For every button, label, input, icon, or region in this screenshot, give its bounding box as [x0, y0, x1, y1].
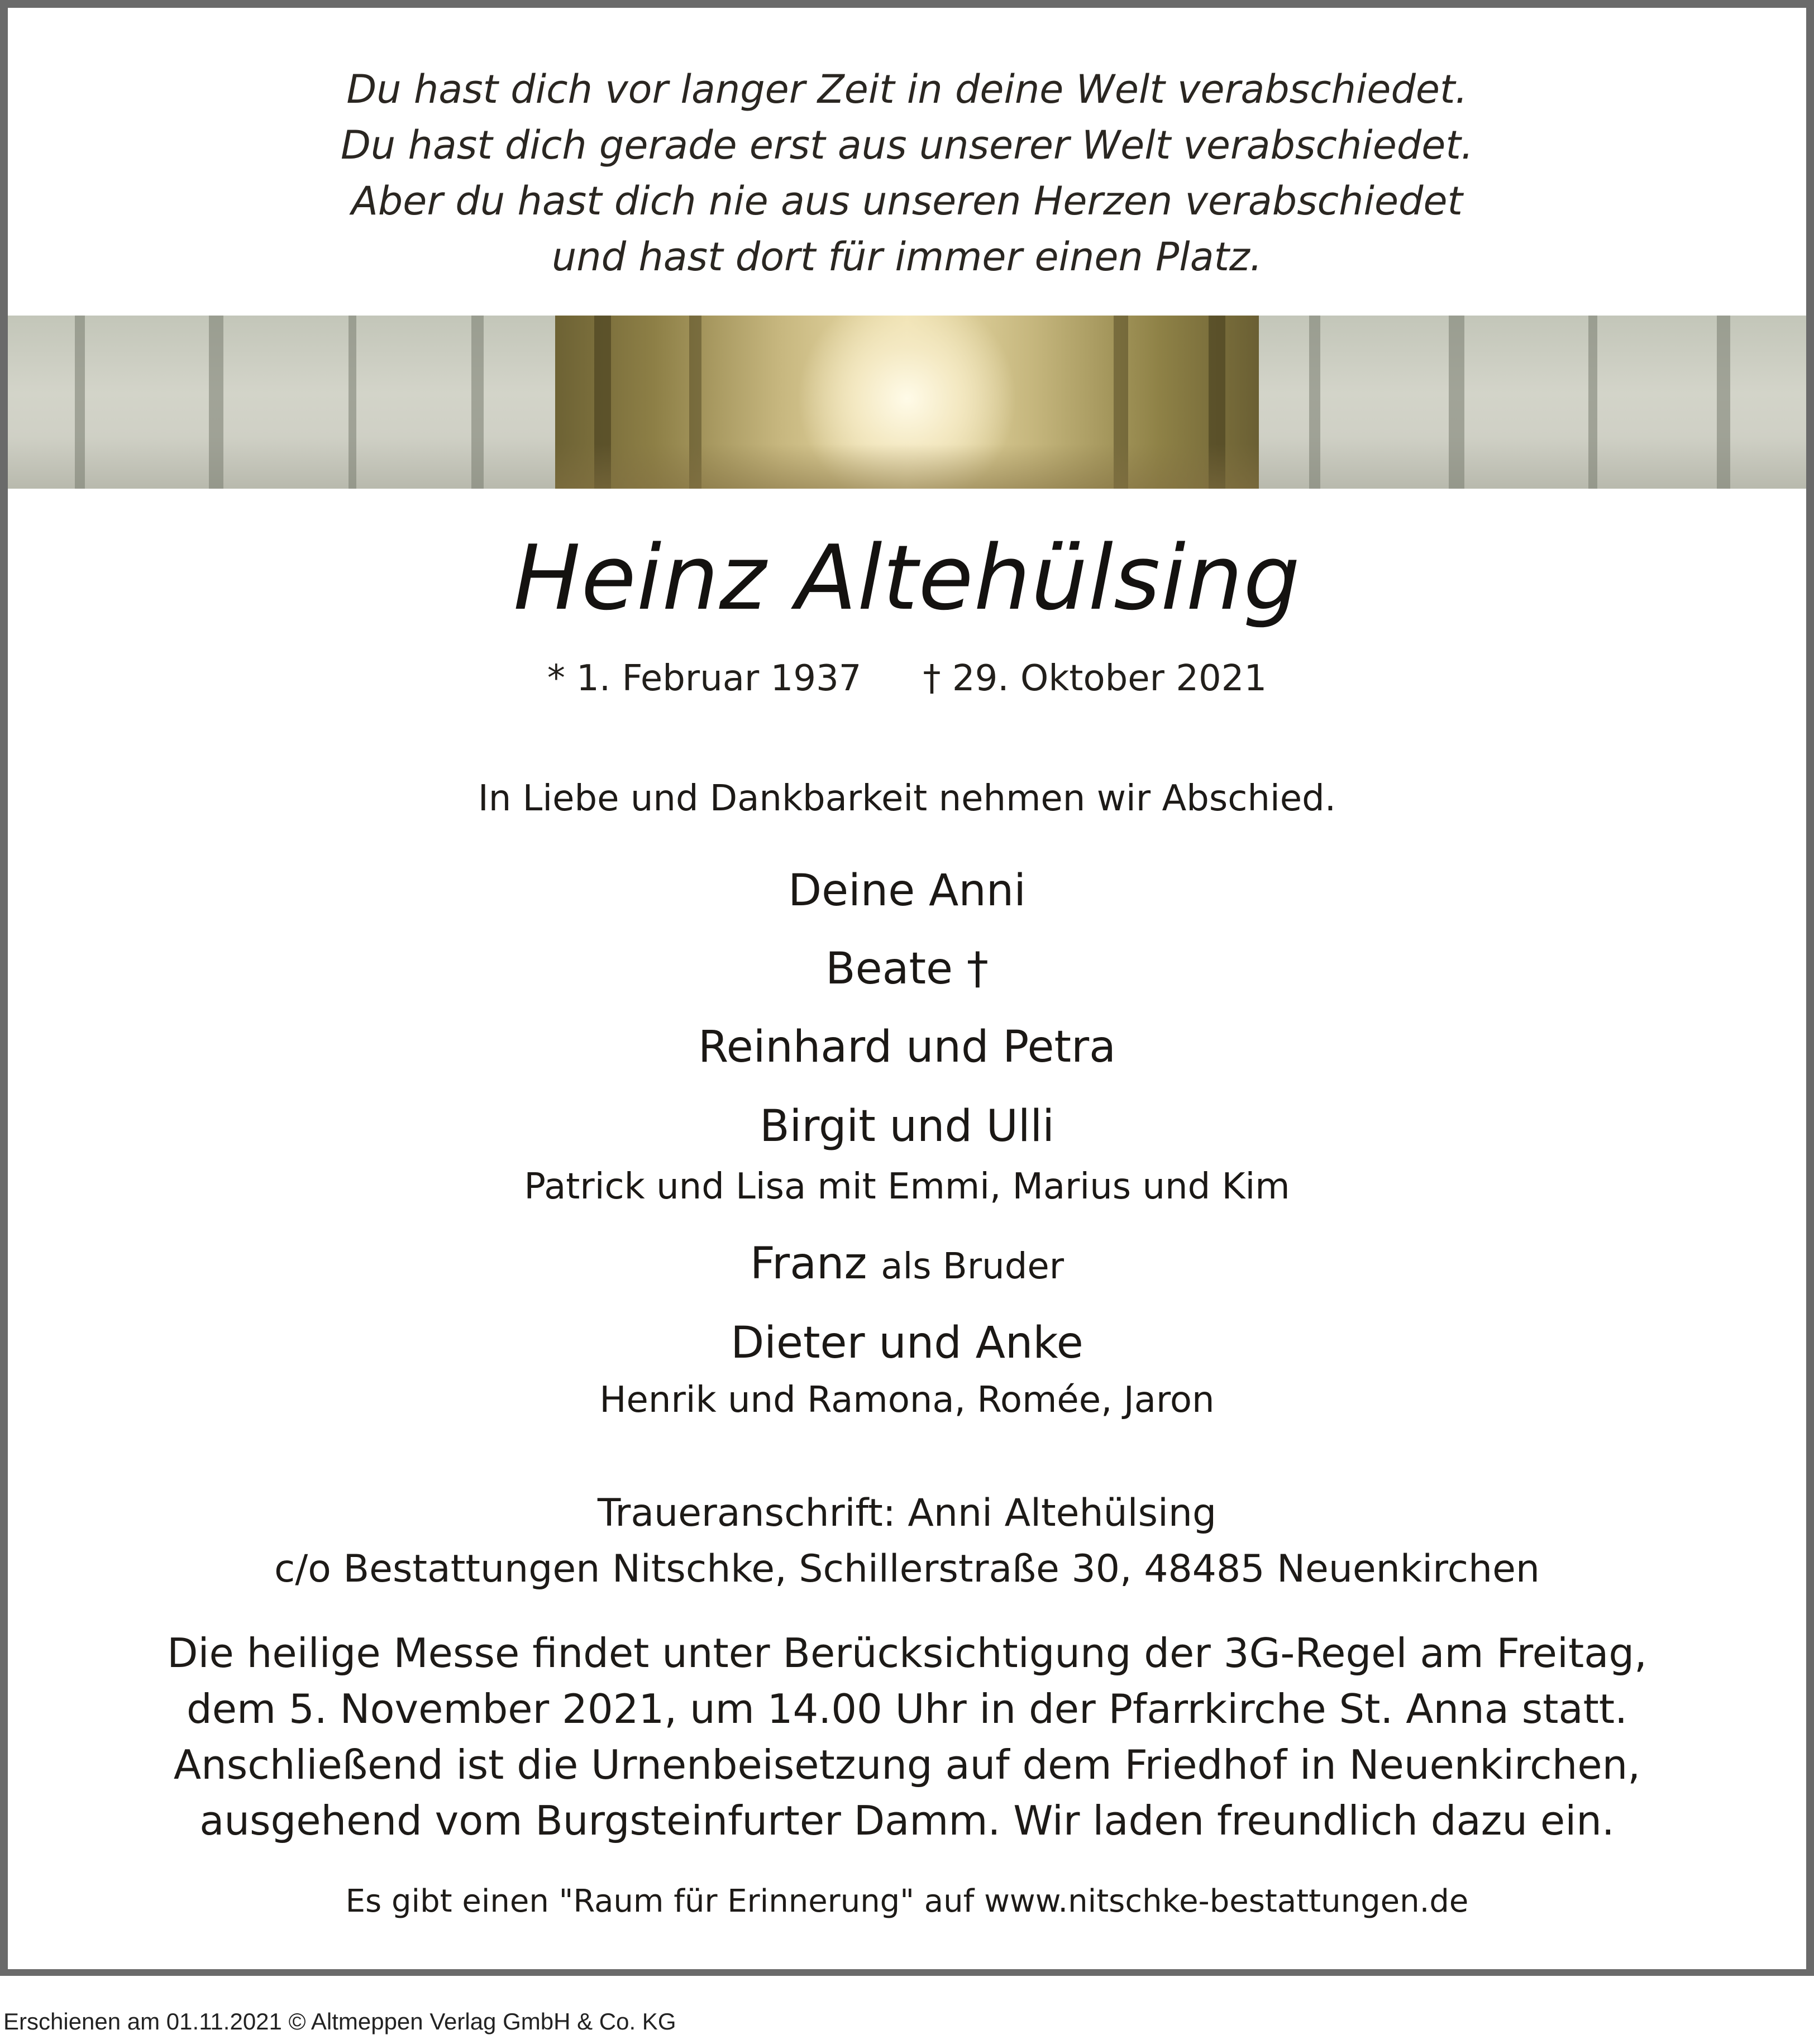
- family-birgit-children: Patrick und Lisa mit Emmi, Marius und Kim: [524, 1166, 1290, 1207]
- banner-path: [555, 444, 1259, 489]
- mass-line-1: Die heilige Messe findet unter Berücksichtigung der 3G-Regel am Freitag,: [167, 1630, 1647, 1677]
- farewell-text: In Liebe und Dankbarkeit nehmen wir Abschied.: [478, 778, 1336, 819]
- deceased-name: Heinz Altehülsing: [513, 526, 1301, 630]
- mass-line-4: ausgehend vom Burgsteinfurter Damm. Wir laden freundlich dazu ein.: [199, 1797, 1615, 1844]
- family-franz: Franz: [750, 1239, 867, 1289]
- family-anni: Deine Anni: [788, 866, 1026, 916]
- life-dates: [0, 653, 1814, 704]
- mourning-address: [0, 1486, 1814, 1597]
- family-beate: Beate †: [825, 944, 989, 994]
- banner-left-forest: [8, 316, 555, 489]
- family-franz-line: [0, 1233, 1814, 1297]
- address-line-2: c/o Bestattungen Nitschke, Schillerstraße 30, 48485 Neuenkirchen: [274, 1547, 1540, 1591]
- forest-path-image: [8, 316, 1806, 489]
- birth-date: * 1. Februar 1937: [547, 658, 862, 699]
- family-dieter-children: Henrik und Ramona, Romée, Jaron: [599, 1379, 1215, 1421]
- death-date: † 29. Oktober 2021: [923, 658, 1267, 699]
- address-line-1: Traueranschrift: Anni Altehülsing: [597, 1491, 1217, 1535]
- poem-line-3: Aber du hast dich nie aus unseren Herzen verabschiedet: [351, 178, 1463, 224]
- publication-footer: Erschienen am 01.11.2021 © Altmeppen Verlag GmbH & Co. KG: [3, 2008, 676, 2035]
- poem-line-2: Du hast dich gerade erst aus unserer Welt verabschiedet.: [340, 122, 1474, 168]
- family-reinhard: Reinhard und Petra: [698, 1022, 1116, 1072]
- poem-line-4: und hast dort für immer einen Platz.: [551, 234, 1263, 280]
- family-franz-relation: als Bruder: [881, 1246, 1064, 1287]
- banner-right-forest: [1259, 316, 1806, 489]
- poem-line-1: Du hast dich vor langer Zeit in deine Welt verabschiedet.: [346, 66, 1468, 112]
- poem: [0, 61, 1814, 285]
- family-dieter: Dieter und Anke: [731, 1318, 1083, 1368]
- mass-line-2: dem 5. November 2021, um 14.00 Uhr in der Pfarrkirche St. Anna statt.: [187, 1685, 1627, 1732]
- family-birgit: Birgit und Ulli: [760, 1101, 1054, 1152]
- mass-line-3: Anschließend ist die Urnenbeisetzung auf dem Friedhof in Neuenkirchen,: [173, 1741, 1641, 1788]
- mass-notice: [0, 1625, 1814, 1849]
- web-memorial-note: Es gibt einen "Raum für Erinnerung" auf www.nitschke-bestattungen.de: [345, 1883, 1469, 1919]
